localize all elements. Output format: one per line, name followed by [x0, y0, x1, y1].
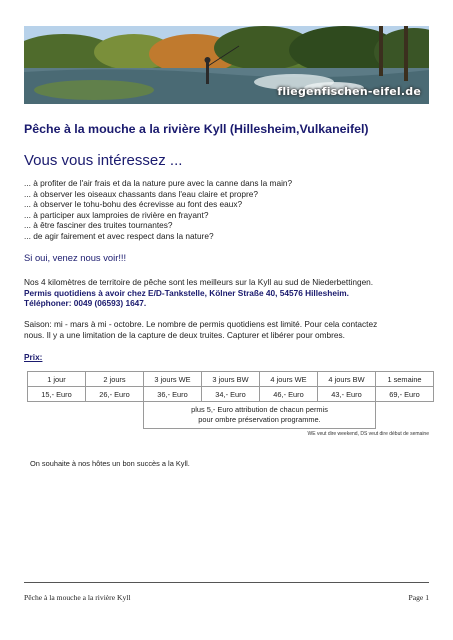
list-item: ... à être fasciner des truites tournantes?: [24, 220, 173, 231]
price-cell: 15,- Euro: [28, 387, 86, 402]
list-item: ... à participer aux lamproies de rivière en frayant?: [24, 209, 209, 220]
price-cell: 34,- Euro: [202, 387, 260, 402]
header-cell: 2 jours: [86, 372, 144, 387]
header-banner-photo: [24, 26, 429, 104]
table-row: [28, 387, 434, 402]
season-line: nous. Il y a une limitation de la capture de deux truites. Capturer et libérer pour ombres.: [24, 329, 345, 340]
list-item: ... à observer le tohu-bohu des écrevisse au font des eaux?: [24, 199, 243, 210]
price-cell: 26,- Euro: [86, 387, 144, 402]
page-number: Page 1: [408, 593, 429, 602]
price-cell: 36,- Euro: [144, 387, 202, 402]
header-cell: 1 semaine: [376, 372, 434, 387]
list-item: ... de agir fairement et avec respect dans la nature?: [24, 230, 214, 241]
season-line: Saison: mi - mars à mi - octobre. Le nombre de permis quotidiens est limité. Pour cela contactez: [24, 319, 378, 329]
extra-fee-line: pour ombre préservation programme.: [198, 415, 321, 424]
footer-divider: [24, 582, 429, 583]
header-cell: 3 jours BW: [202, 372, 260, 387]
price-table: [27, 371, 434, 429]
season-paragraph: [24, 319, 377, 340]
phone-number: Téléphoner: 0049 (06593) 1647.: [24, 298, 147, 309]
price-cell: 69,- Euro: [376, 387, 434, 402]
abbreviation-note: WE veut dire weekend, DS veut dire début de semaine: [307, 431, 429, 437]
territory-paragraph: [24, 277, 373, 309]
header-cell: 3 jours WE: [144, 372, 202, 387]
price-heading: Prix:: [24, 352, 43, 362]
table-row: [28, 372, 434, 387]
price-cell: 43,- Euro: [318, 387, 376, 402]
header-cell: 1 jour: [28, 372, 86, 387]
header-cell: 4 jours BW: [318, 372, 376, 387]
page-title: Pêche à la mouche a la rivière Kyll (Hillesheim,Vulkaneifel): [24, 122, 369, 136]
list-item: ... à observer les oiseaux chassants dans l'eau claire et propre?: [24, 188, 259, 199]
banner-watermark: fliegenfischen-eifel.de: [277, 85, 421, 98]
list-item: ... à profiter de l'air frais et da la nature pure avec la canne dans la main?: [24, 178, 293, 188]
territory-line: Nos 4 kilomètres de territoire de pêche sont les meilleurs sur la Kyll au sud de Niederbettingen.: [24, 277, 374, 287]
extra-fee-line: plus 5,- Euro attribution de chacun permis: [191, 405, 328, 414]
extra-fee-note: [144, 402, 376, 429]
subtitle: Vous vous intéressez ...: [24, 152, 183, 169]
footer-title: Pêche à la mouche a la rivière Kyll: [24, 593, 131, 602]
interest-list: [24, 178, 292, 242]
table-row: [28, 402, 434, 429]
header-cell: 4 jours WE: [260, 372, 318, 387]
price-cell: 46,- Euro: [260, 387, 318, 402]
invitation-text: Si oui, venez nous voir!!!: [24, 252, 127, 263]
permit-location: Permis quotidiens à avoir chez E/D-Tankstelle, Kölner Straße 40, 54576 Hillesheim.: [24, 287, 349, 298]
closing-wish: On souhaite à nos hôtes un bon succès a la Kyll.: [30, 459, 190, 468]
